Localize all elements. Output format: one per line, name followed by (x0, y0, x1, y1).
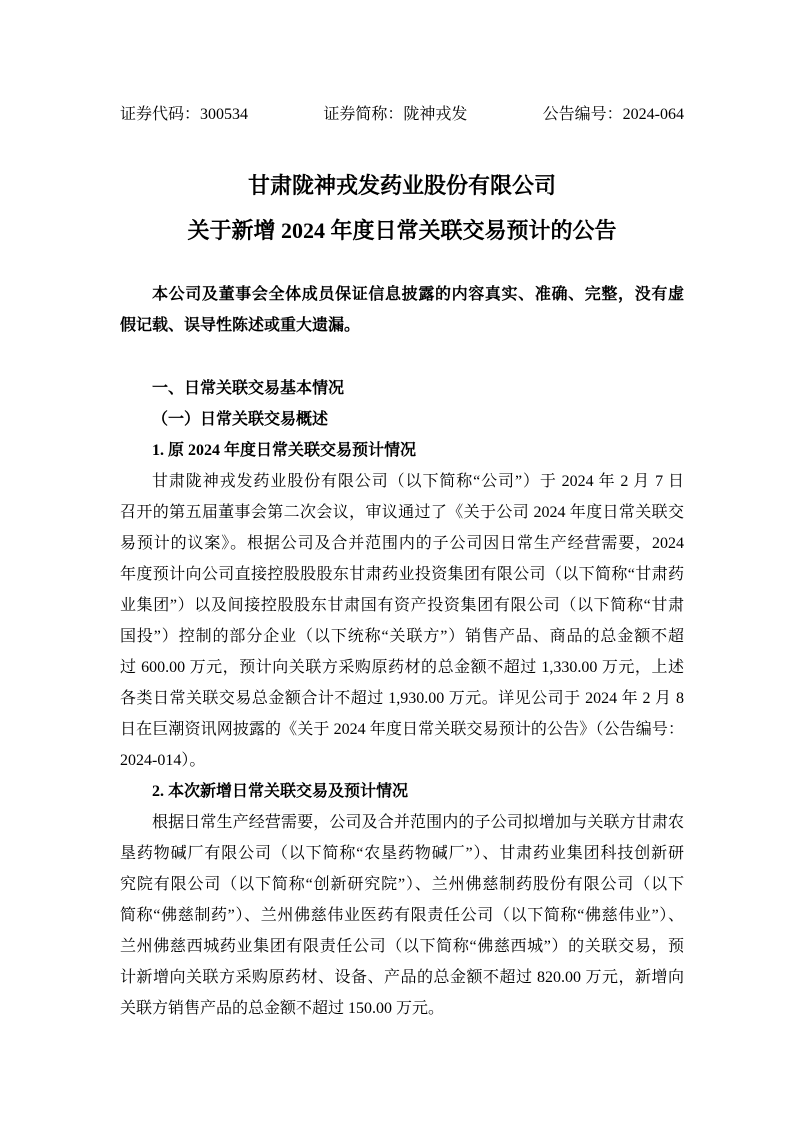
paragraph-line: 简称“佛慈制药”）、兰州佛慈伟业医药有限责任公司（以下简称“佛慈伟业”）、 (120, 907, 684, 924)
stock-abbreviation: 证券简称：陇神戎发 (323, 106, 468, 123)
disclaimer-paragraph (120, 279, 684, 341)
section-heading-line: 1. 原 2024 年度日常关联交易预计情况 (152, 442, 417, 459)
paragraph-line: 召开的第五届董事会第二次会议，审议通过了《关于公司 2024 年度日常关联交 (120, 504, 684, 521)
stock-code: 证券代码：300534 (120, 106, 249, 123)
disclaimer-line: 本公司及董事会全体成员保证信息披露的内容真实、准确、完整，没有虚 (152, 286, 684, 303)
paragraph-line: 国投”）控制的部分企业（以下统称“关联方”）销售产品、商品的总金额不超 (120, 628, 684, 645)
disclaimer-line: 假记载、误导性陈述或重大遗漏。 (120, 317, 361, 334)
paragraph-line: 关联方销售产品的总金额不超过 150.00 万元。 (120, 1000, 445, 1017)
paragraph-line: 垦药物碱厂有限公司（以下简称“农垦药物碱厂”）、甘肃药业集团科技创新研 (120, 845, 684, 862)
paragraph-line: 甘肃陇神戎发药业股份有限公司（以下简称“公司”）于 2024 年 2 月 7 日 (152, 473, 684, 490)
paragraph-line: 2024-014）。 (120, 752, 206, 769)
section-heading-line: （一）日常关联交易概述 (152, 411, 329, 428)
document-body (120, 373, 684, 1024)
paragraph-line: 过 600.00 万元，预计向关联方采购原药材的总金额不超过 1,330.00 万元，上述 (120, 659, 684, 676)
paragraph-line: 日在巨潮资讯网披露的《关于 2024 年度日常关联交易预计的公告》（公告编号： (120, 721, 684, 738)
paragraph-line: 易预计的议案》。根据公司及合并范围内的子公司因日常生产经营需要，2024 (120, 535, 684, 552)
document-header (120, 0, 684, 123)
paragraph-line: 究院有限公司（以下简称“创新研究院”）、兰州佛慈制药股份有限公司（以下 (120, 876, 684, 893)
paragraph-line: 计新增向关联方采购原药材、设备、产品的总金额不超过 820.00 万元，新增向 (120, 969, 684, 986)
document-title-line-2: 关于新增 2024 年度日常关联交易预计的公告 (187, 218, 617, 243)
paragraph-line: 根据日常生产经营需要，公司及合并范围内的子公司拟增加与关联方甘肃农 (152, 814, 684, 831)
paragraph-line: 兰州佛慈西城药业集团有限责任公司（以下简称“佛慈西城”）的关联交易，预 (120, 938, 684, 955)
paragraph-line: 各类日常关联交易总金额合计不超过 1,930.00 万元。详见公司于 2024 年 2 月 8 (120, 690, 684, 707)
paragraph-line: 业集团”）以及间接控股股东甘肃国有资产投资集团有限公司（以下简称“甘肃 (120, 597, 684, 614)
section-heading-line: 一、日常关联交易基本情况 (152, 380, 345, 397)
section-heading-line: 2. 本次新增日常关联交易及预计情况 (152, 783, 409, 800)
paragraph-line: 年度预计向公司直接控股股股东甘肃药业投资集团有限公司（以下简称“甘肃药 (120, 566, 684, 583)
announcement-number: 公告编号：2024-064 (542, 106, 684, 123)
document-title-line-1: 甘肃陇神戎发药业股份有限公司 (247, 173, 556, 198)
